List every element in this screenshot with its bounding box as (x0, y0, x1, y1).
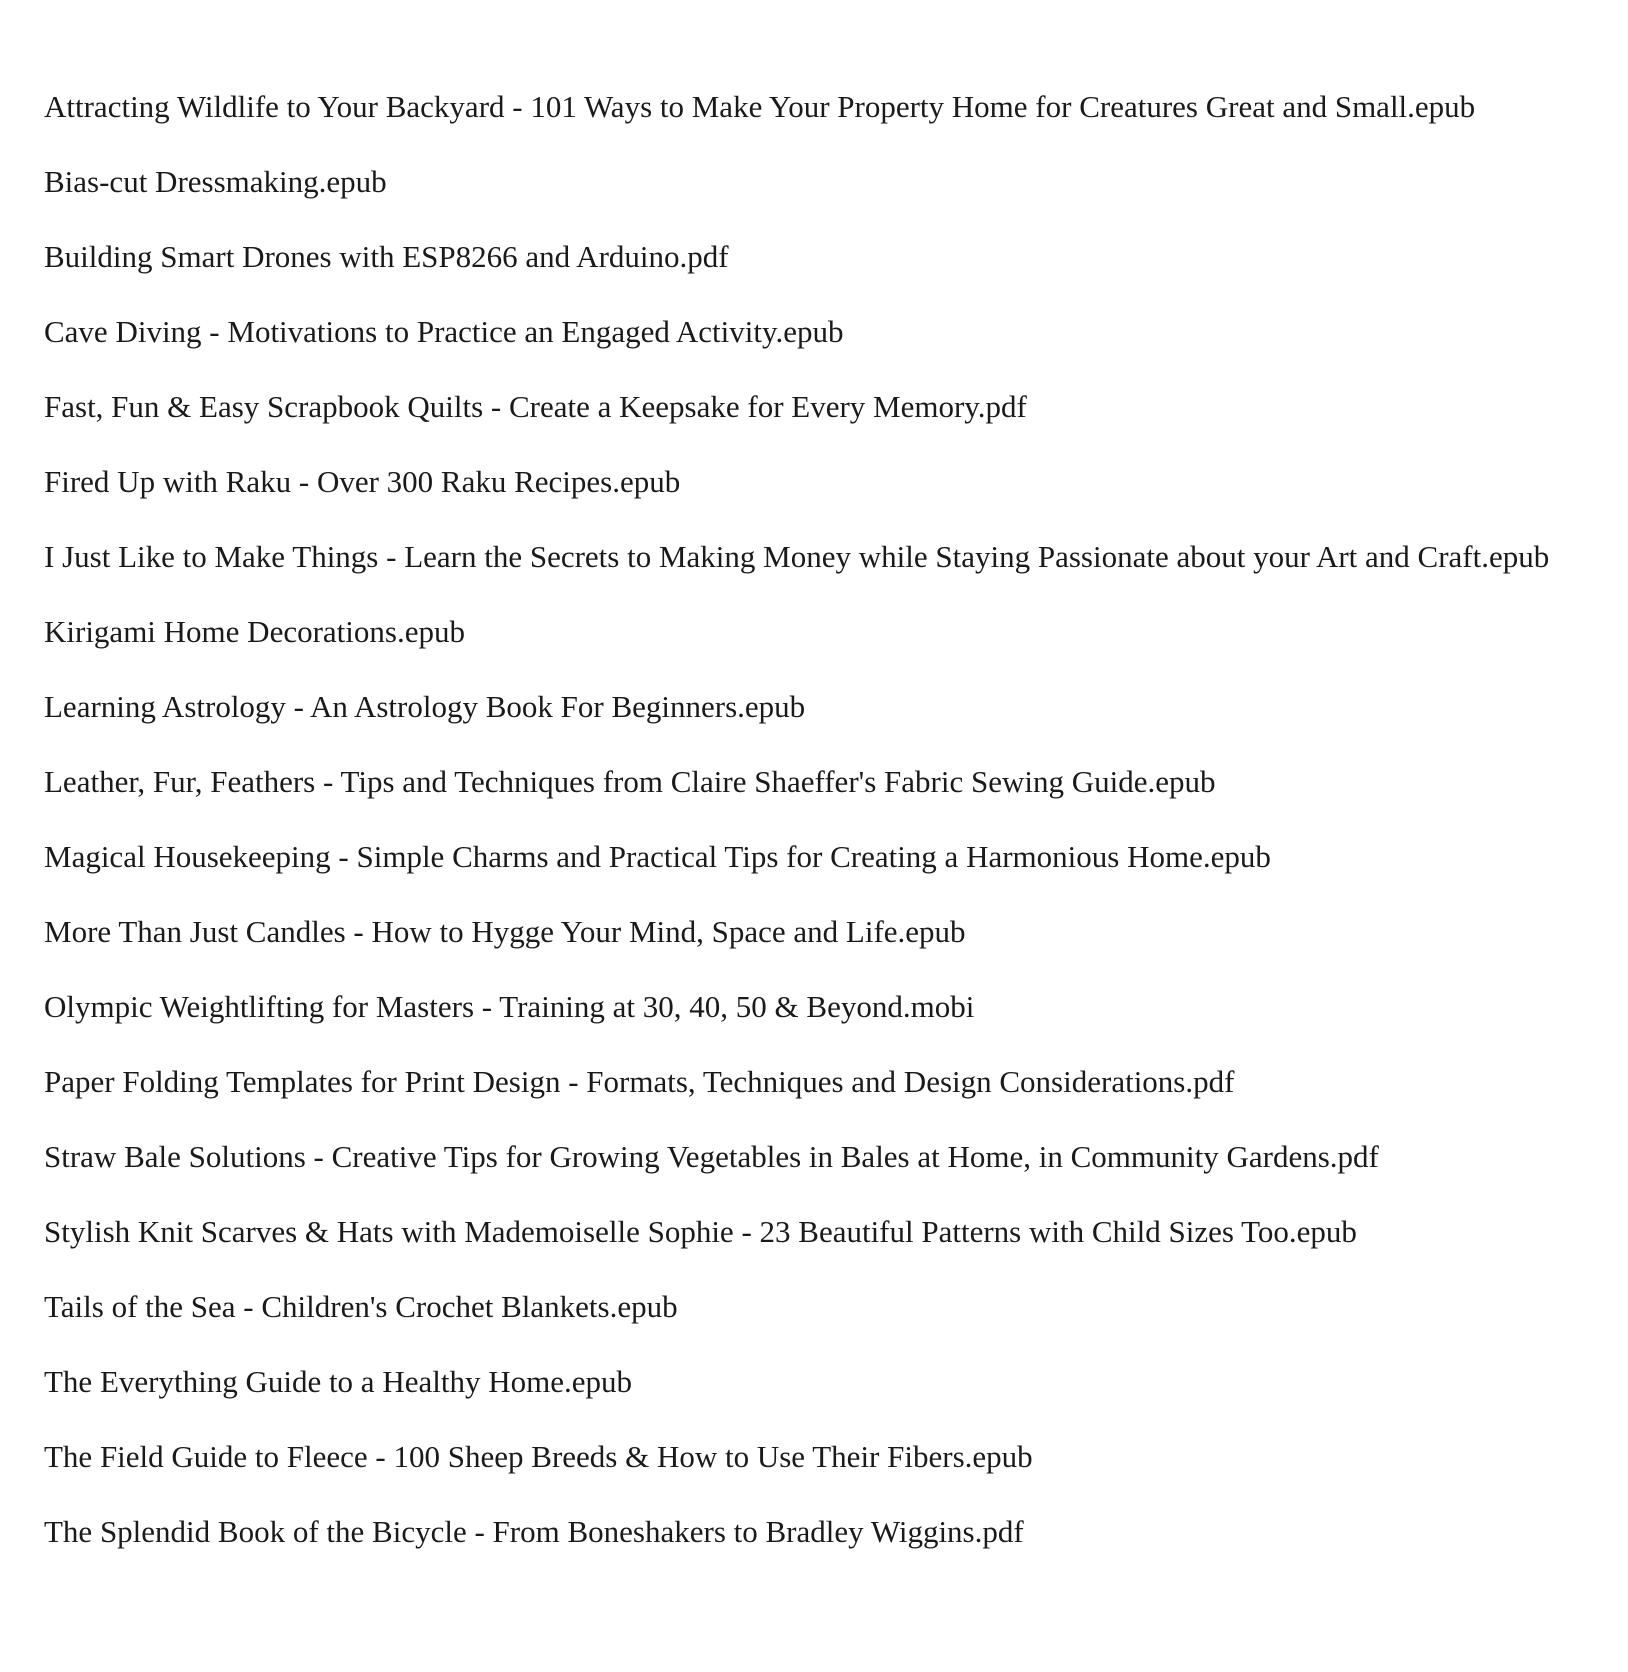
list-item: Building Smart Drones with ESP8266 and Arduino.pdf (44, 239, 729, 274)
list-item: The Splendid Book of the Bicycle - From Boneshakers to Bradley Wiggins.pdf (44, 1514, 1024, 1549)
list-item: Straw Bale Solutions - Creative Tips for Growing Vegetables in Bales at Home, in Community Gardens.pdf (44, 1139, 1379, 1174)
list-item: More Than Just Candles - How to Hygge Your Mind, Space and Life.epub (44, 914, 966, 949)
list-item: Learning Astrology - An Astrology Book For Beginners.epub (44, 689, 806, 724)
list-item: I Just Like to Make Things - Learn the Secrets to Making Money while Staying Passionate about your Art and Craft.epub (44, 539, 1550, 574)
list-item: Fired Up with Raku - Over 300 Raku Recipes.epub (44, 464, 681, 499)
list-item: Magical Housekeeping - Simple Charms and Practical Tips for Creating a Harmonious Home.epub (44, 839, 1271, 874)
list-item: Fast, Fun & Easy Scrapbook Quilts - Create a Keepsake for Every Memory.pdf (44, 389, 1027, 424)
list-item: Stylish Knit Scarves & Hats with Mademoiselle Sophie - 23 Beautiful Patterns with Child Sizes Too.epub (44, 1214, 1357, 1249)
file-list (44, 88, 1604, 1588)
list-item: Tails of the Sea - Children's Crochet Blankets.epub (44, 1289, 678, 1324)
list-item: Olympic Weightlifting for Masters - Training at 30, 40, 50 & Beyond.mobi (44, 989, 975, 1024)
list-item: The Everything Guide to a Healthy Home.epub (44, 1364, 632, 1399)
list-item: Kirigami Home Decorations.epub (44, 614, 465, 649)
list-item: Bias-cut Dressmaking.epub (44, 164, 387, 199)
list-item: The Field Guide to Fleece - 100 Sheep Breeds & How to Use Their Fibers.epub (44, 1439, 1033, 1474)
list-item: Attracting Wildlife to Your Backyard - 101 Ways to Make Your Property Home for Creatures Great and Small.epub (44, 89, 1476, 124)
list-item: Paper Folding Templates for Print Design - Formats, Techniques and Design Considerations.pdf (44, 1064, 1235, 1099)
list-item: Leather, Fur, Feathers - Tips and Techniques from Claire Shaeffer's Fabric Sewing Guide.epub (44, 764, 1216, 799)
list-item: Cave Diving - Motivations to Practice an Engaged Activity.epub (44, 314, 844, 349)
